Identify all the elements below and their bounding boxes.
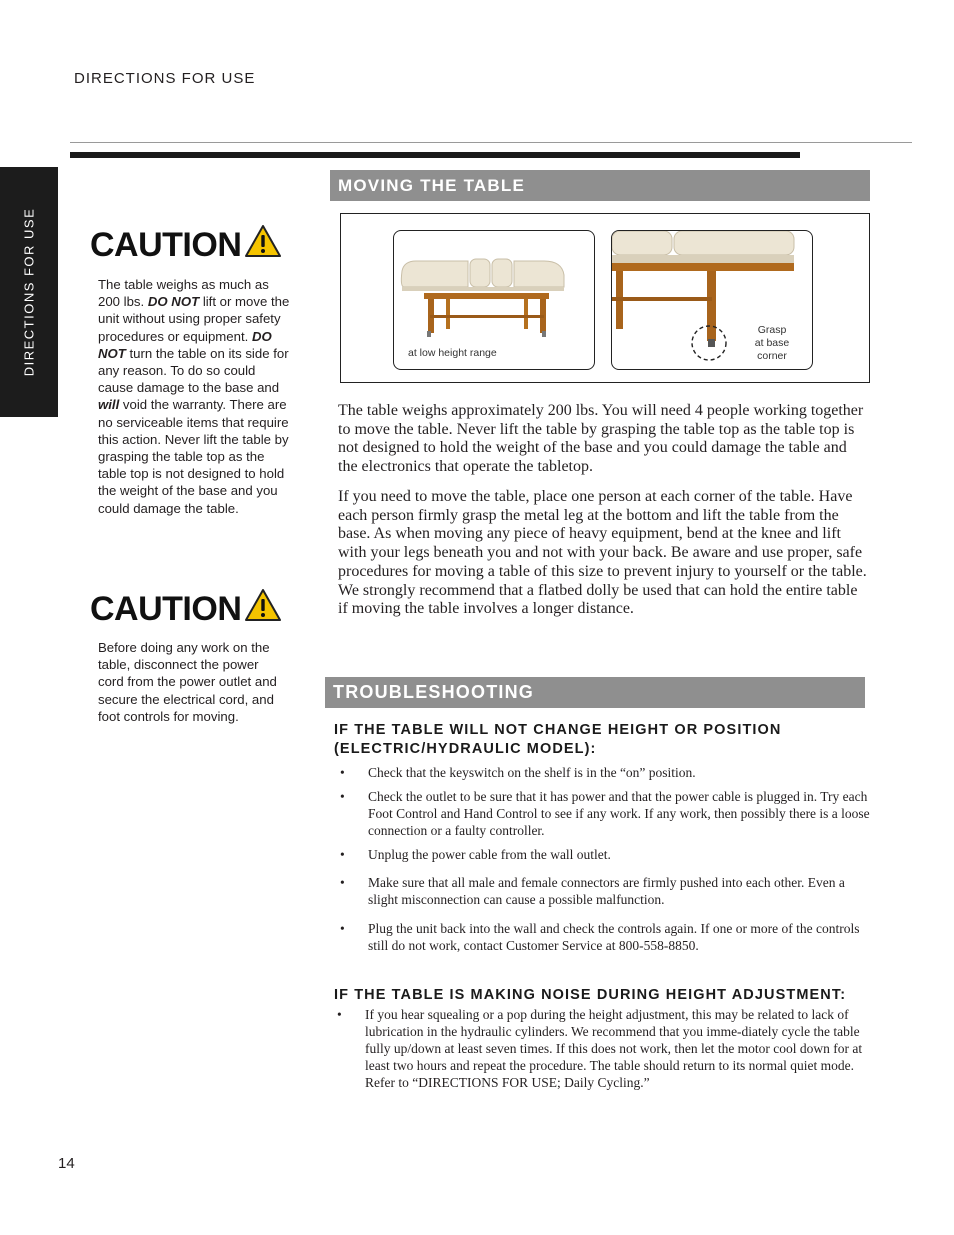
side-tab-label: DIRECTIONS FOR USE bbox=[21, 207, 37, 377]
photo-caption-low-height: at low height range bbox=[408, 347, 497, 359]
caution-title-2: CAUTION bbox=[90, 590, 242, 628]
caution-1-text-a: The table weighs as much as 200 lbs. bbox=[98, 277, 269, 310]
list-item-text: Plug the unit back into the wall and check the controls again. If one or more of the controls still do not work, contact Customer Service at 800-558-8850. bbox=[368, 921, 860, 953]
list-item: • If you hear squealing or a pop during the height adjustment, this may be related to lack of lubrication in the hydraulic cylinders. We recommend that you imme-diately cycle the table fully up/down at least seven times. If this does not work, then let the motor cool down for at least two hours and repeat the procedure. The table should return to its normal quiet mode. Refer to “DIRECTIONS FOR USE; Daily Cycling.” bbox=[337, 1007, 863, 1090]
subheading-noise: IF THE TABLE IS MAKING NOISE DURING HEIGHT ADJUSTMENT: bbox=[334, 987, 847, 1003]
list-item: • Check the outlet to be sure that it has power and that the power cable is plugged in. Try each Foot Control and Hand Control to see if any work. If any work, then possibly there is a loose connection or a faulty controller. bbox=[340, 789, 870, 838]
list-item-text: If you hear squealing or a pop during the height adjustment, this may be related to lack of lubrication in the hydraulic cylinders. We recommend that you imme-diately cycle the table fully up/down at least seven times. If this does not work, then let the motor cool down for at least two hours and repeat the procedure. The table should return to its normal quiet mode. Refer to “DIRECTIONS FOR USE; Daily Cycling.” bbox=[365, 1007, 863, 1090]
list-item-text: Make sure that all male and female connectors are firmly pushed into each other. Even a slight misconnection can cause a possible malfunction. bbox=[368, 875, 845, 907]
caution-text-1 bbox=[98, 276, 290, 517]
moving-paragraph-2: If you need to move the table, place one person at each corner of the table. Have each person firmly grasp the metal leg at the bottom and lift the table from the base. As when moving any piece of heavy equipment, bend at the knee and lift with your legs beneath you and not with your back. Be aware and use proper, safe procedures for moving a table of this size to prevent injury to yourself or the table. We strongly recommend that a flatbed dolly be used that can hold the entire table if moving the table involves a longer distance. bbox=[338, 488, 867, 618]
caution-1-emph-do-not-2: DO NOT bbox=[98, 328, 272, 361]
list-item: • Unplug the power cable from the wall outlet. bbox=[340, 847, 611, 862]
grasp-caption-line-3: corner bbox=[757, 350, 787, 362]
section-heading-troubleshooting: TROUBLESHOOTING bbox=[325, 677, 865, 708]
side-tab bbox=[0, 167, 58, 417]
grasp-circle-indicator bbox=[689, 323, 729, 363]
photo-caption-grasp bbox=[745, 324, 799, 363]
caution-1-emph-will: will bbox=[98, 397, 120, 413]
page-number: 14 bbox=[58, 1155, 75, 1172]
list-item-text: Check that the keyswitch on the shelf is in the “on” position. bbox=[368, 765, 696, 780]
caution-text-2: Before doing any work on the table, disconnect the power cord from the power outlet and secure the electrical cord, and foot controls for moving. bbox=[98, 640, 277, 724]
warning-triangle-icon bbox=[244, 588, 282, 622]
header-thin-rule bbox=[70, 142, 912, 143]
list-item: • Check that the keyswitch on the shelf is in the “on” position. bbox=[340, 765, 696, 780]
caution-1-text-b: lift or move the unit without using proper safety procedures or equipment. bbox=[98, 294, 290, 344]
running-header: DIRECTIONS FOR USE bbox=[74, 70, 256, 87]
grasp-caption-line-1: Grasp bbox=[757, 324, 787, 336]
caution-1-text-c: turn the table on its side for any reason. To do so could cause damage to the base and bbox=[98, 345, 289, 396]
header-thick-rule bbox=[70, 152, 800, 158]
caution-1-emph-do-not-1: DO NOT bbox=[147, 294, 200, 310]
caution-1-text-d: void the warranty. There are no serviceable items that require this action. Never lift the table by grasping the table top as the table top is not designed to hold the weight of the base and you could damage the table. bbox=[98, 397, 289, 516]
caution-title-1: CAUTION bbox=[90, 226, 242, 264]
photo-frame bbox=[340, 213, 870, 383]
list-item-text: Check the outlet to be sure that it has power and that the power cable is plugged in. Try each Foot Control and Hand Control to see if any work. If any work, then possibly there is a loose connection or a faulty controller. bbox=[368, 789, 870, 838]
list-item: • Plug the unit back into the wall and check the controls again. If one or more of the controls still do not work, contact Customer Service at 800-558-8850. bbox=[340, 921, 860, 953]
warning-triangle-icon bbox=[244, 224, 282, 258]
subheading-no-height-change: IF THE TABLE WILL NOT CHANGE HEIGHT OR POSITION (ELECTRIC/HYDRAULIC MODEL): bbox=[334, 722, 782, 757]
list-item-text: Unplug the power cable from the wall outlet. bbox=[368, 847, 611, 862]
grasp-caption-line-2: at base bbox=[754, 337, 790, 349]
moving-paragraph-1: The table weighs approximately 200 lbs. You will need 4 people working together to move the table. Never lift the table by grasping the table top as the table top is not designed to hold the weight of the base and you could damage the table and the electronics that operate the tabletop. bbox=[338, 402, 864, 476]
list-item: • Make sure that all male and female connectors are firmly pushed into each other. Even a slight misconnection can cause a possible malfunction. bbox=[340, 875, 845, 907]
section-heading-moving: MOVING THE TABLE bbox=[330, 170, 870, 201]
